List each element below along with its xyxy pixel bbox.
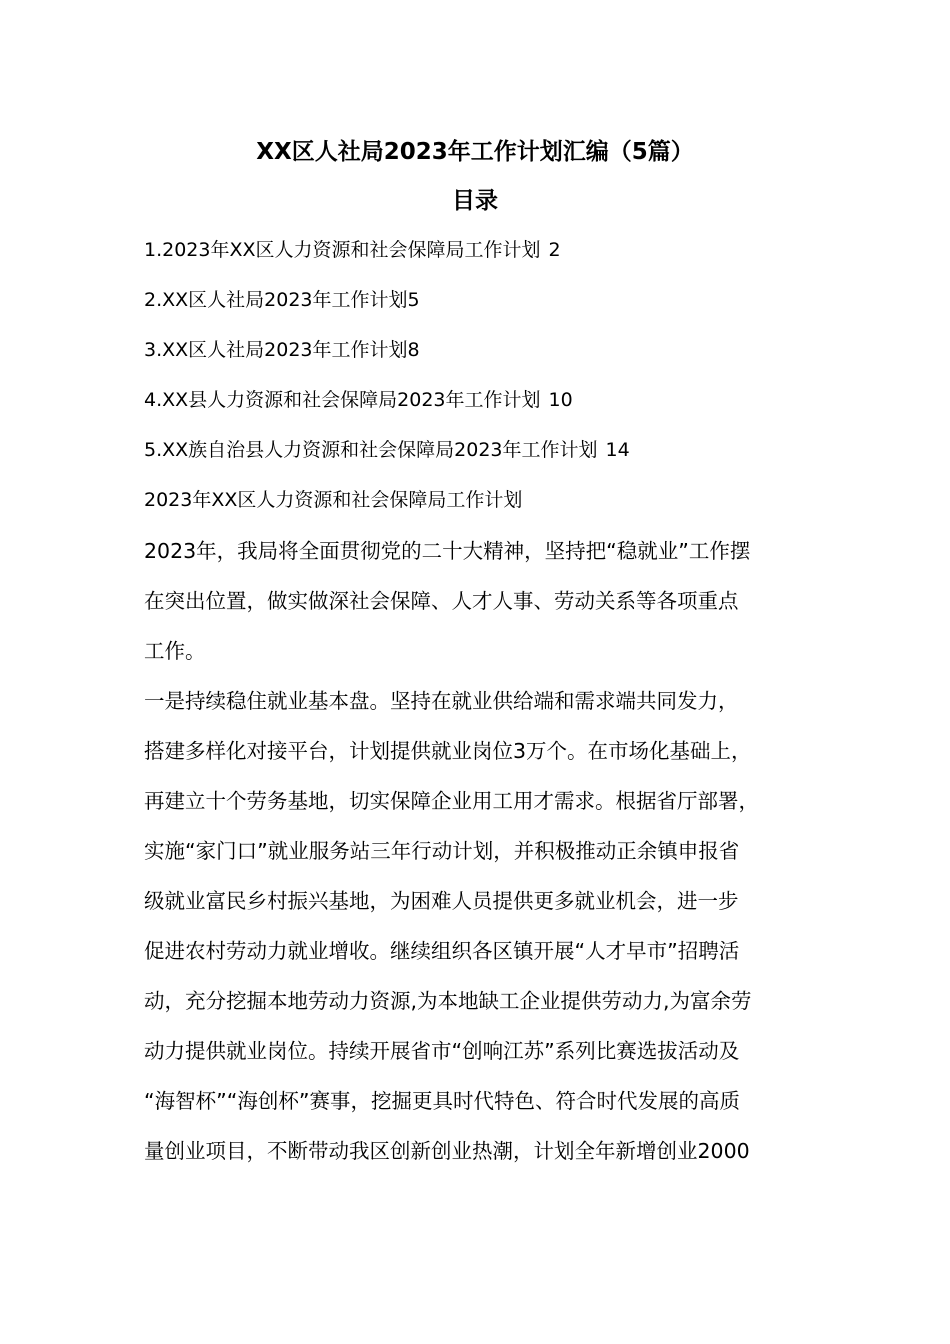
paragraph-line: 促进农村劳动力就业增收。继续组织各区镇开展“人才早市”招聘活 bbox=[144, 939, 740, 963]
toc-entry-title: 1.2023年XX区人力资源和社会保障局工作计划 bbox=[144, 239, 541, 261]
toc-entry-page: 10 bbox=[548, 389, 573, 411]
toc-entry[interactable] bbox=[144, 384, 844, 434]
toc-entry-page: 5 bbox=[407, 289, 420, 311]
document-body bbox=[144, 484, 844, 1176]
section-heading: 2023年XX区人力资源和社会保障局工作计划 bbox=[144, 489, 523, 511]
paragraph-line: “海智杯”“海创杯”赛事，挖掘更具时代特色、符合时代发展的高质 bbox=[144, 1089, 740, 1113]
intro-paragraph bbox=[144, 526, 844, 676]
toc-entry[interactable] bbox=[144, 284, 844, 334]
paragraph-line: 实施“家门口”就业服务站三年行动计划，并积极推动正余镇申报省 bbox=[144, 839, 740, 863]
paragraph-line: 2023年，我局将全面贯彻党的二十大精神，坚持把“稳就业”工作摆 bbox=[144, 539, 751, 563]
toc-entry[interactable] bbox=[144, 434, 844, 484]
paragraph-line: 动力提供就业岗位。持续开展省市“创响江苏”系列比赛选拔活动及 bbox=[144, 1039, 740, 1063]
toc-entry-page: 14 bbox=[605, 439, 630, 461]
toc-entry-title: 3.XX区人社局2023年工作计划 bbox=[144, 339, 408, 361]
toc-entry-title: 5.XX族自治县人力资源和社会保障局2023年工作计划 bbox=[144, 439, 598, 461]
toc-entry-title: 2.XX区人社局2023年工作计划 bbox=[144, 289, 408, 311]
body-paragraph bbox=[144, 676, 844, 1176]
paragraph-line: 动，充分挖掘本地劳动力资源,为本地缺工企业提供劳动力,为富余劳 bbox=[144, 989, 752, 1013]
paragraph-line: 一是持续稳住就业基本盘。坚持在就业供给端和需求端共同发力， bbox=[144, 689, 739, 713]
paragraph-line: 在突出位置，做实做深社会保障、人才人事、劳动关系等各项重点 bbox=[144, 589, 739, 613]
toc-entry-page: 2 bbox=[548, 239, 561, 261]
paragraph-line: 工作。 bbox=[144, 639, 206, 663]
paragraph-line: 搭建多样化对接平台，计划提供就业岗位3万个。在市场化基础上， bbox=[144, 739, 752, 763]
table-of-contents bbox=[144, 234, 844, 484]
paragraph-line: 量创业项目，不断带动我区创新创业热潮，计划全年新增创业2000 bbox=[144, 1139, 750, 1163]
paragraph-line: 再建立十个劳务基地，切实保障企业用工用才需求。根据省厅部署， bbox=[144, 789, 759, 813]
paragraph-line: 级就业富民乡村振兴基地，为困难人员提供更多就业机会，进一步 bbox=[144, 889, 739, 913]
document-title: XX区人社局2023年工作计划汇编（5篇） bbox=[256, 139, 694, 165]
toc-heading: 目录 bbox=[452, 188, 498, 214]
toc-entry[interactable] bbox=[144, 334, 844, 384]
toc-entry[interactable] bbox=[144, 234, 844, 284]
toc-entry-page: 8 bbox=[407, 339, 420, 361]
toc-entry-title: 4.XX县人力资源和社会保障局2023年工作计划 bbox=[144, 389, 541, 411]
